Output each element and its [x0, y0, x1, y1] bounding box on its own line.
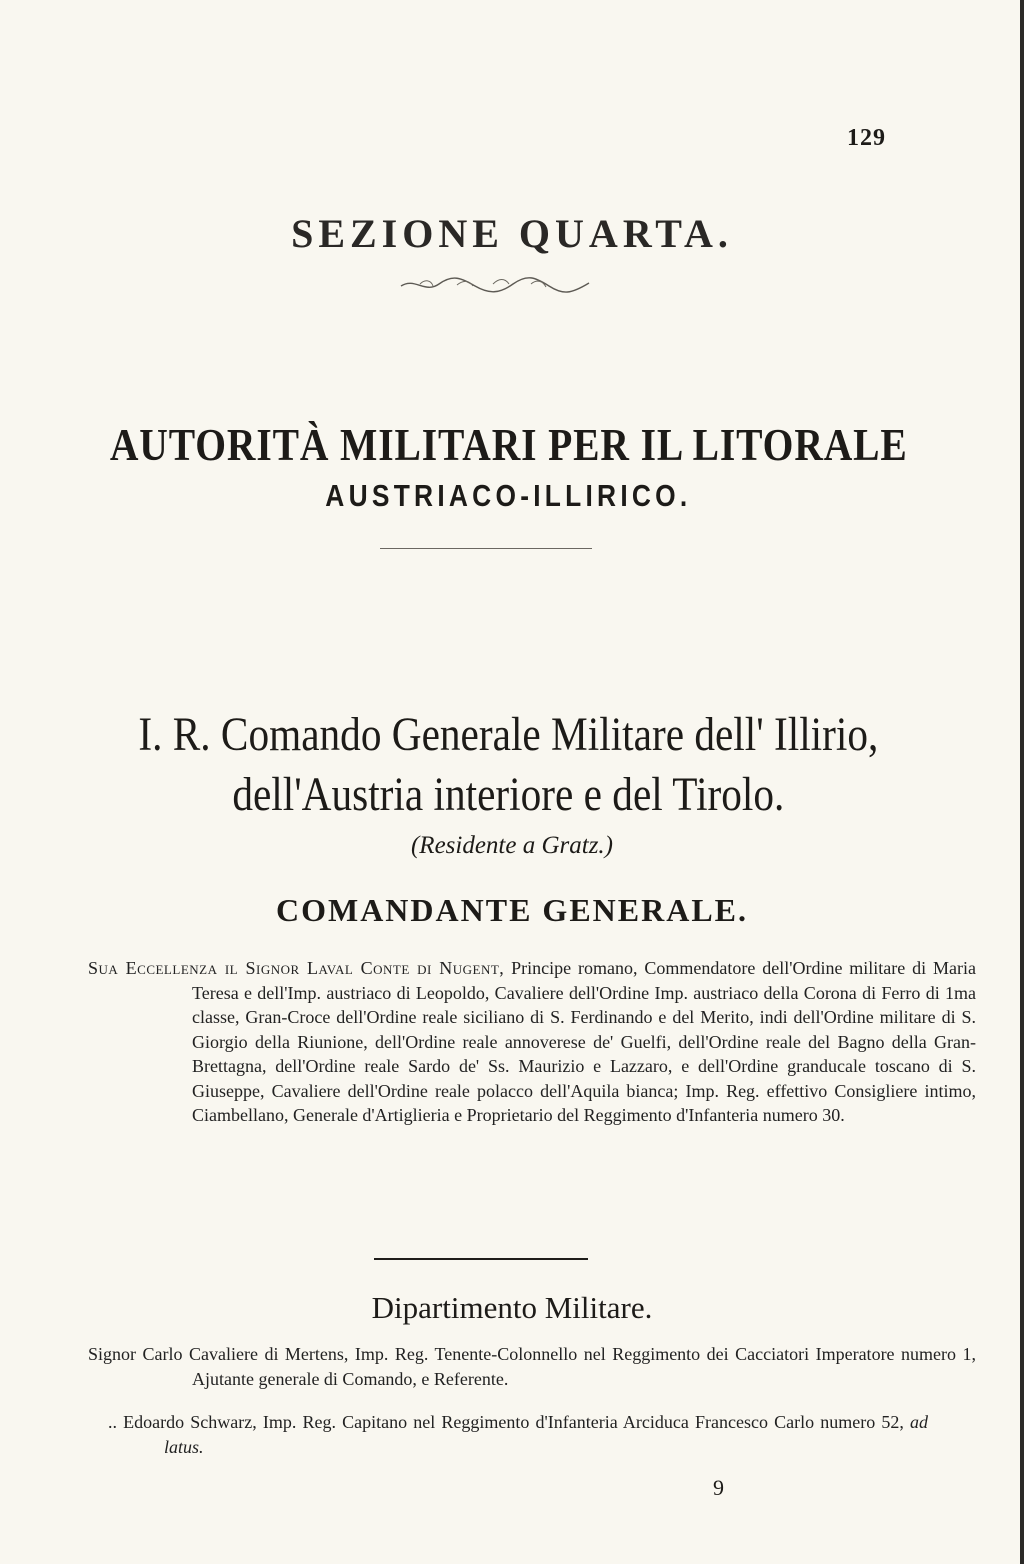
main-heading: AUTORITÀ MILITARI PER IL LITORALE: [109, 419, 908, 470]
commander-heading: COMANDANTE GENERALE.: [275, 892, 749, 928]
signature-mark: 9: [713, 1475, 724, 1500]
residence-note: (Residente a Gratz.): [410, 832, 614, 859]
commander-entry: [88, 956, 976, 1128]
entry-prefix: Signor: [88, 1344, 137, 1364]
section-title: SEZIONE QUARTA.: [291, 211, 733, 256]
commander-description: Principe romano, Commendatore dell'Ordine militare di Maria Teresa e dell'Imp. austriaco di Leopoldo, Cavaliere dell'Ordine Imp. austriaco della Corona di Ferro di 1ma classe, Gran-Croce dell'Ordine reale siciliano di S. Ferdinando e del Merito, indi dell'Ordine militare di S. Giorgio della Riunione, dell'Ordine reale annoverese de' Guelfi, dell'Ordine reale del Bagno della Gran-Brettagna, dell'Ordine reale Sardo de' Ss. Maurizio e Lazzaro, e dell'Ordine granducale toscano di S. Giuseppe, Cavaliere dell'Ordine reale polacco dell'Aquila bianca; Imp. Reg. effettivo Consigliere intimo, Ciambellano, Generale d'Artiglieria e Proprietario del Reggimento d'Infanteria numero 30.: [192, 958, 976, 1125]
entry-text: Carlo Cavaliere di Mertens, Imp. Reg. Tenente-Colonnello nel Reggimento dei Cacciatori Imperatore numero 1, Ajutante generale di Comando, e Referente.: [142, 1344, 977, 1389]
sub-heading: AUSTRIACO-ILLIRICO.: [325, 478, 692, 513]
commander-name: Sua Eccellenza il Signor Laval Conte di Nugent,: [88, 958, 505, 978]
command-title: [68, 705, 949, 825]
command-title-line-2: dell'Austria interiore e del Tirolo.: [232, 768, 785, 821]
divider-line: [380, 548, 592, 549]
command-title-line-1: I. R. Comando Generale Militare dell' Illirio,: [138, 708, 879, 761]
department-title: Dipartimento Militare.: [371, 1290, 653, 1325]
entry-italic-suffix: ad latus.: [164, 1412, 929, 1457]
entry-prefix: ..: [108, 1412, 117, 1432]
department-entry-2: [108, 1410, 928, 1459]
ornamental-divider-icon: [395, 274, 595, 296]
entry-text: Edoardo Schwarz, Imp. Reg. Capitano nel Reggimento d'Infanteria Arciduca Francesco Carlo numero 52,: [123, 1412, 904, 1432]
department-entry-1: [88, 1342, 976, 1391]
section-divider: [374, 1258, 588, 1260]
page-number: 129: [847, 125, 886, 151]
